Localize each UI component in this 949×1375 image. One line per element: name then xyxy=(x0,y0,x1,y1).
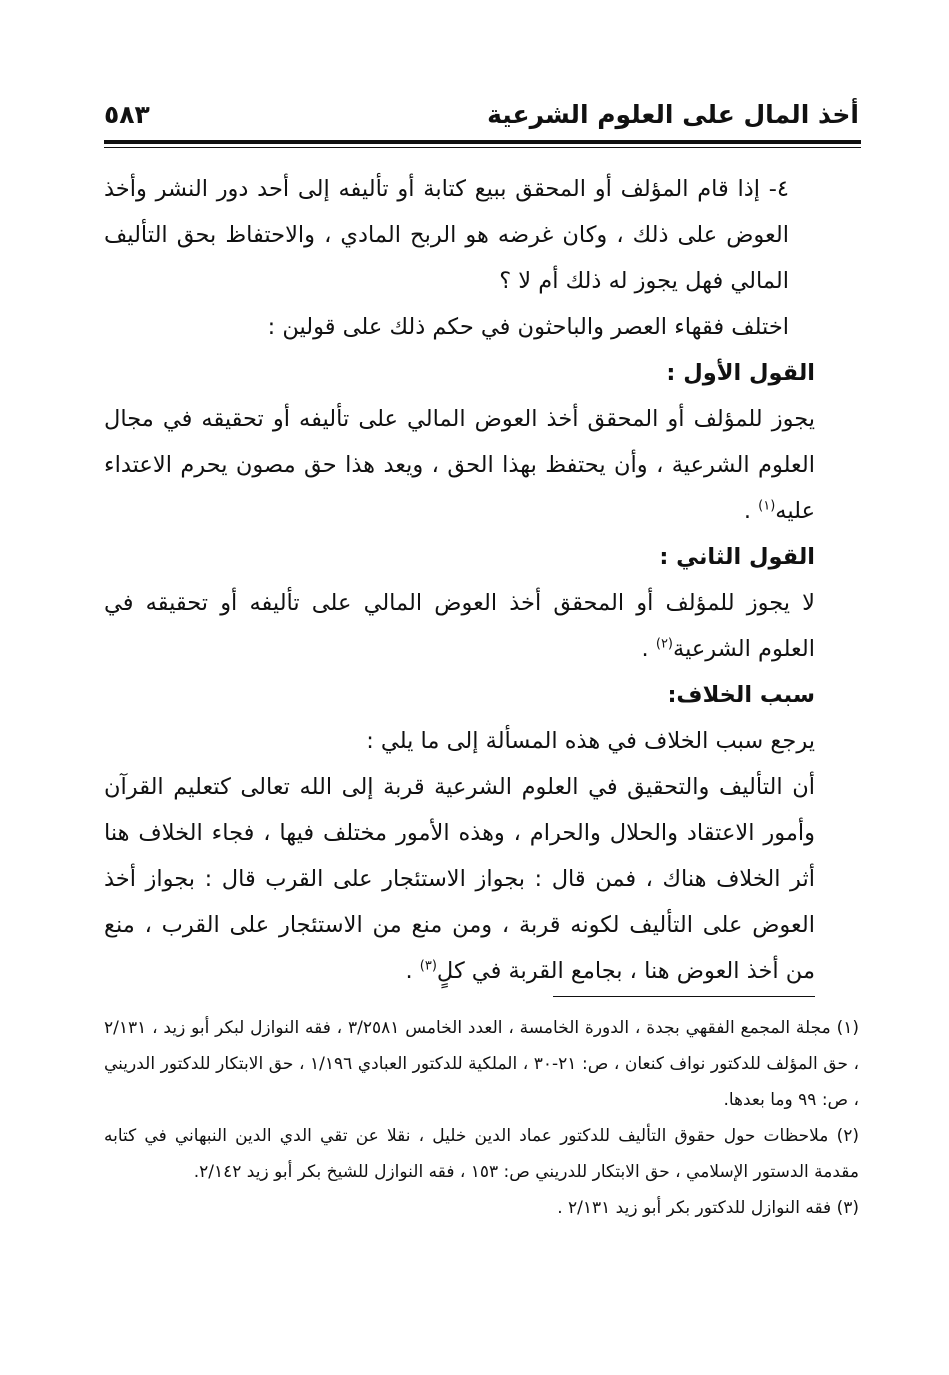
page-number: ٥٨٣ xyxy=(104,99,150,129)
footnote-1: (١) مجلة المجمع الفقهي بجدة ، الدورة الخامسة ، العدد الخامس ٣/٢٥٨١ ، فقه النوازل لبكر أبو زيد ، ٢/١٣١ ، حق المؤلف للدكتور نواف كنعان ، ص: ٢١-٣٠ ، الملكية للدكتور العبادي ١/١٩٦ ، حق الابتكار للدكتور الدريني ، ص: ٩٩ وما بعدها. xyxy=(104,1018,860,1110)
intro-paragraph: اختلف فقهاء العصر والباحثون في حكم ذلك على قولين : xyxy=(267,314,789,340)
footnote-ref-3[interactable]: (٣) xyxy=(419,958,437,974)
footnotes xyxy=(104,1010,859,1226)
second-opinion-text: لا يجوز للمؤلف أو المحقق أخذ العوض المالي على تأليفه أو تحقيقه في العلوم الشرعية xyxy=(104,590,815,662)
first-opinion-end: . xyxy=(743,498,759,524)
first-opinion-text: يجوز للمؤلف أو المحقق أخذ العوض المالي على تأليفه أو تحقيقه في مجال العلوم الشرعية ، وأن يحتفظ بهذا الحق ، ويعد هذا حق مصون يحرم الاعتداء عليه xyxy=(104,406,815,524)
reason-heading: سبب الخلاف: xyxy=(667,682,815,708)
second-opinion-end: . xyxy=(641,636,656,662)
page-header xyxy=(104,94,859,134)
main-text xyxy=(104,166,815,994)
second-opinion-paragraph xyxy=(104,580,815,672)
running-title: أخذ المال على العلوم الشرعية xyxy=(487,99,859,129)
second-opinion-heading: القول الثاني : xyxy=(659,544,815,570)
reason-end: . xyxy=(405,958,420,984)
footnote-2: (٢) ملاحظات حول حقوق التأليف للدكتور عماد الدين خليل ، نقلا عن تقي الدي الدين النبهاني في كتابه مقدمة الدستور الإسلامي ، حق الابتكار للدريني ص: ١٥٣ ، فقه النوازل للشيخ بكر أبو زيد ٢/١٤٢. xyxy=(104,1126,859,1182)
reason-text: أن التأليف والتحقيق في العلوم الشرعية قربة إلى الله تعالى كتعليم القرآن وأمور الاعتقاد والحلال والحرام ، وهذه الأمور مختلف فيها ، فجاء الخلاف هنا أثر الخلاف هناك ، فمن قال : بجواز الاستئجار على القرب قال : بجواز أخذ العوض على التأليف لكونه قربة ، ومن منع من الاستئجار على القرب ، منع من أخذ العوض هنا ، بجامع القربة في كلٍ xyxy=(104,774,815,984)
header-rule-thin xyxy=(104,147,861,148)
question-paragraph: ٤- إذا قام المؤلف أو المحقق ببيع كتابة أو تأليفه إلى أحد دور النشر وأخذ العوض على ذلك ، وكان غرضه هو الربح المادي ، والاحتفاظ بحق التأليف المالي فهل يجوز له ذلك أم لا ؟ xyxy=(104,176,789,294)
header-rule-thick xyxy=(104,140,861,144)
footnote-3: (٣) فقه النوازل للدكتور بكر أبو زيد ٢/١٣١ . xyxy=(557,1198,859,1218)
footnote-ref-1[interactable]: (١) xyxy=(758,498,776,514)
reason-intro: يرجع سبب الخلاف في هذه المسألة إلى ما يلي : xyxy=(366,728,815,754)
footnote-ref-2[interactable]: (٢) xyxy=(655,636,673,652)
footnote-separator xyxy=(553,996,815,997)
first-opinion-paragraph xyxy=(104,396,815,534)
reason-paragraph xyxy=(104,764,815,994)
first-opinion-heading: القول الأول : xyxy=(666,360,815,386)
